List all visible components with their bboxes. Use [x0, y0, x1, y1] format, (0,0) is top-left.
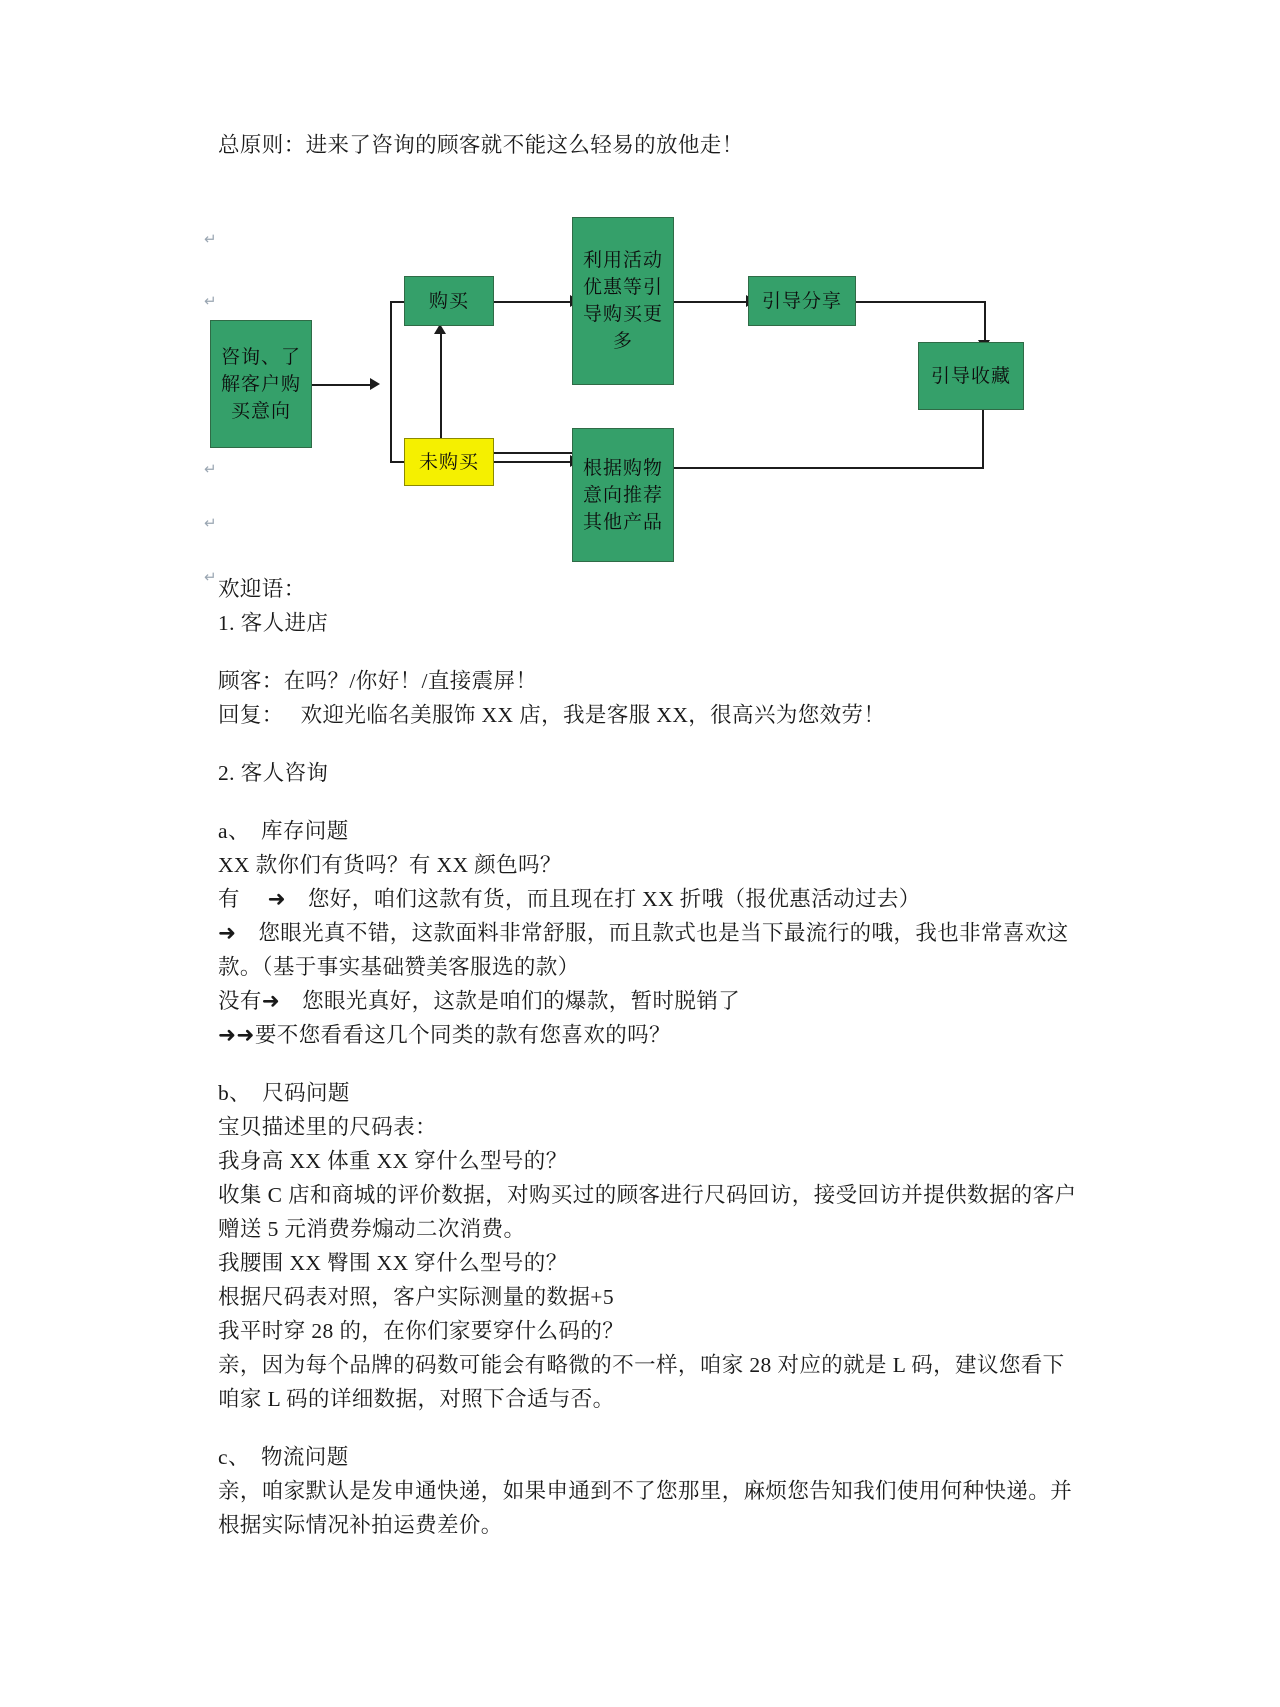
document-paragraph: 1. 客人进店 — [218, 611, 329, 635]
arrow-consult-out — [370, 378, 380, 390]
pilcrow-mark-2: ↵ — [204, 293, 217, 310]
flow-node-promote-more — [572, 217, 674, 385]
document-paragraph: 2. 客人咨询 — [218, 761, 329, 785]
document-paragraph: b、 尺码问题 — [218, 1081, 350, 1105]
pilcrow-mark-4: ↵ — [204, 515, 217, 532]
connector-split-vertical — [390, 301, 392, 461]
paragraph-spacer — [218, 732, 1078, 756]
connector-consult-out — [312, 384, 372, 386]
connector-recommend-to-fav-up — [982, 404, 984, 467]
connector-loop-vertical — [440, 334, 442, 452]
connector-buy-to-promote — [494, 301, 572, 303]
connector-recommend-to-fav — [674, 467, 984, 469]
flowchart — [204, 172, 1078, 586]
pilcrow-mark-3: ↵ — [204, 461, 217, 478]
flow-node-guide-share-label: 引导分享 — [761, 290, 842, 312]
connector-promote-to-share — [674, 301, 748, 303]
document-paragraph: 收集 C 店和商城的评价数据，对购买过的顾客进行尺码回访，接受回访并提供数据的客户赠送 5 元消费券煽动二次消费。 — [218, 1183, 1077, 1241]
flow-node-not-buy — [404, 438, 494, 486]
paragraph-spacer — [218, 1416, 1078, 1440]
paragraph-spacer — [218, 790, 1078, 814]
flow-node-guide-share — [748, 276, 856, 326]
document-paragraph: 有 ➜ 您好，咱们这款有货，而且现在打 XX 折哦（报优惠活动过去） — [218, 887, 921, 911]
connector-share-to-fav — [856, 301, 986, 303]
document-paragraph: 我平时穿 28 的，在你们家要穿什么码的？ — [218, 1319, 625, 1343]
connector-notbuy-to-recommend — [494, 461, 572, 463]
document-body — [204, 128, 1078, 1542]
document-paragraph: 根据尺码表对照，客户实际测量的数据+5 — [218, 1285, 614, 1309]
flow-node-consult — [210, 320, 312, 448]
document-heading: 总原则：进来了咨询的顾客就不能这么轻易的放他走！ — [218, 133, 744, 157]
flow-node-guide-favorite-label: 引导收藏 — [930, 365, 1011, 387]
document-paragraph: 没有➜ 您眼光真好，这款是咱们的爆款，暂时脱销了 — [218, 989, 741, 1013]
flow-node-not-buy-label: 未购买 — [418, 451, 479, 473]
document-paragraph: 宝贝描述里的尺码表： — [218, 1115, 438, 1139]
flow-node-promote-more-label: 利用活动优惠等引导购买更多 — [582, 250, 663, 352]
document-paragraph: ➜➜要不您看看这几个同类的款有您喜欢的吗？ — [218, 1023, 671, 1047]
flow-node-buy — [404, 276, 494, 326]
connector-to-buy — [390, 301, 404, 303]
flow-node-recommend-others-label: 根据购物意向推荐其他产品 — [582, 457, 663, 533]
document-paragraph: 回复： 欢迎光临名美服饰 XX 店，我是客服 XX，很高兴为您效劳！ — [218, 703, 886, 727]
document-paragraph: 我身高 XX 体重 XX 穿什么型号的？ — [218, 1149, 568, 1173]
document-text-sections — [218, 572, 1078, 1542]
paragraph-spacer — [218, 1052, 1078, 1076]
document-paragraph: c、 物流问题 — [218, 1445, 349, 1469]
document-paragraph: 亲，咱家默认是发申通快递，如果申通到不了您那里，麻烦您告知我们使用何种快递。并根据实际情况补拍运费差价。 — [218, 1479, 1073, 1537]
flow-node-buy-label: 购买 — [428, 290, 469, 312]
document-paragraph: 我腰围 XX 臀围 XX 穿什么型号的？ — [218, 1251, 568, 1275]
document-paragraph: a、 库存问题 — [218, 819, 349, 843]
document-paragraph: 欢迎语： — [218, 577, 306, 601]
document-paragraph: XX 款你们有货吗？有 XX 颜色吗？ — [218, 853, 562, 877]
flow-node-consult-label: 咨询、了解客户购买意向 — [220, 346, 301, 422]
pilcrow-mark-1: ↵ — [204, 231, 217, 248]
pilcrow-mark-5: ↵ — [204, 569, 217, 586]
paragraph-spacer — [218, 640, 1078, 664]
flow-node-recommend-others — [572, 428, 674, 562]
document-paragraph: ➜ 您眼光真不错，这款面料非常舒服，而且款式也是当下最流行的哦，我也非常喜欢这款。（基于事实基础赞美客服选的款） — [218, 921, 1069, 979]
connector-to-notbuy — [390, 461, 404, 463]
flow-node-guide-favorite — [918, 342, 1024, 410]
document-paragraph: 顾客：在吗？/你好！/直接震屏！ — [218, 669, 538, 693]
document-paragraph: 亲，因为每个品牌的码数可能会有略微的不一样，咱家 28 对应的就是 L 码，建议您看下咱家 L 码的详细数据，对照下合适与否。 — [218, 1353, 1065, 1411]
